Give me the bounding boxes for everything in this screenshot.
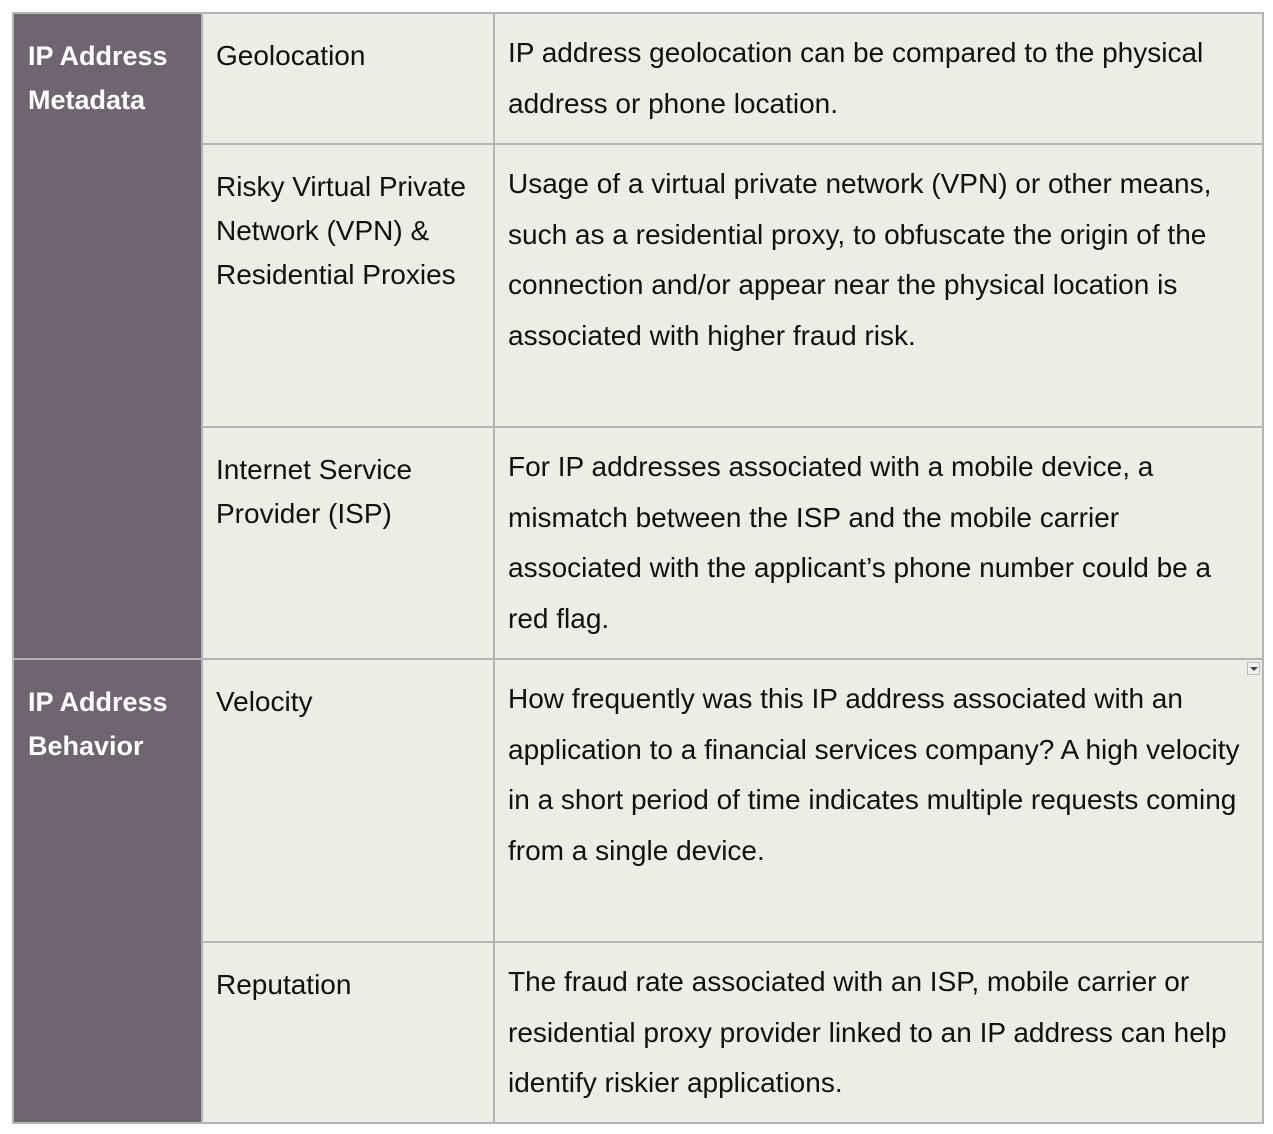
signal-description <box>494 659 1263 942</box>
signal-description: The fraud rate associated with an ISP, mobile carrier or residential proxy provider linked to an IP address can help identify riskier applications. <box>494 942 1263 1123</box>
category-cell: IP Address Metadata <box>13 13 202 659</box>
cell-dropdown-icon[interactable] <box>1247 662 1260 675</box>
signal-description-text: How frequently was this IP address associated with an application to a financial services company? A high velocity in a short period of time indicates multiple requests coming from a single device. <box>508 683 1240 866</box>
signal-name: Internet Service Provider (ISP) <box>202 427 494 659</box>
ip-signals-table <box>12 12 1264 1124</box>
signal-description: IP address geolocation can be compared to the physical address or phone location. <box>494 13 1263 144</box>
signal-name: Geolocation <box>202 13 494 144</box>
table-row <box>13 13 1263 144</box>
signal-name: Velocity <box>202 659 494 942</box>
signal-name: Reputation <box>202 942 494 1123</box>
signal-name: Risky Virtual Private Network (VPN) & Residential Proxies <box>202 144 494 427</box>
signal-description: For IP addresses associated with a mobile device, a mismatch between the ISP and the mobile carrier associated with the applicant’s phone number could be a red flag. <box>494 427 1263 659</box>
category-cell: IP Address Behavior <box>13 659 202 1123</box>
signal-description: Usage of a virtual private network (VPN) or other means, such as a residential proxy, to obfuscate the origin of the connection and/or appear near the physical location is associated with higher fraud risk. <box>494 144 1263 427</box>
table-row <box>13 659 1263 942</box>
